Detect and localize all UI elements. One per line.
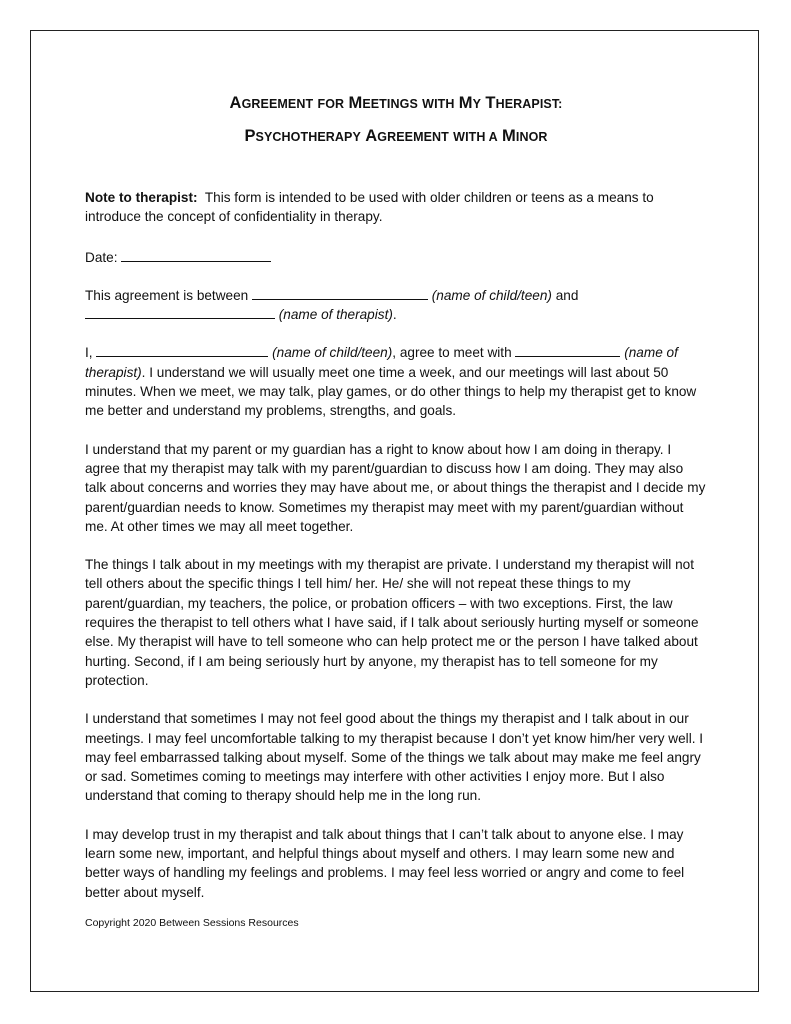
agree-i: I,: [85, 345, 93, 361]
title-word: SYCHOTHERAPY: [255, 130, 361, 144]
agree-meet-text: , agree to meet with: [392, 345, 512, 361]
agreement-to-meet: [85, 343, 707, 420]
title-word: FOR: [317, 97, 345, 111]
title-word: A: [365, 127, 378, 145]
paragraph-confidentiality: The things I talk about in my meetings with my therapist are private. I understand my therapist will not tell others about the specific things I tell him/ her. He/ she will not repeat these things to my parent/guardian, my teachers, the police, or probation officers – with two exceptions. First, the law requires the therapist to tell others what I have said, if I talk about seriously hurting myself or someone else. My therapist will have to tell someone who can help protect me or the person I have talked about hurting. Second, if I am being seriously hurt by anyone, my therapist has to tell someone for my protection.: [85, 557, 699, 688]
paragraph-feelings: I understand that sometimes I may not feel good about the things my therapist and I talk about in our meetings. I may feel uncomfortable talking to my therapist because I don’t yet know him/her very well. I may feel embarrassed talking about myself. Some of the things we talk about may make me feel angry or sad. Sometimes coming to meetings may interfere with other activities I enjoy more. But I also understand that coming to therapy should help me in the long run.: [85, 711, 704, 804]
child-name-hint: (name of child/teen): [431, 287, 552, 303]
therapist-name-blank-field-2[interactable]: [515, 344, 620, 357]
note-text: This form is intended to be used with older children or teens as a means to introduce the concept of confidentiality in therapy.: [85, 190, 654, 225]
title-line-2: [85, 123, 707, 150]
child-name-blank-field[interactable]: [252, 287, 428, 300]
title-word: Y: [472, 97, 482, 111]
title-word: WITH: [422, 97, 455, 111]
child-name-blank-field-2[interactable]: [96, 344, 268, 357]
title-word: EETINGS: [362, 97, 418, 111]
title-word: M: [348, 94, 363, 112]
between-text: This agreement is between: [85, 287, 249, 303]
agree-body-text: . I understand we will usually meet one time a week, and our meetings will last about 50 minutes. When we meet, we may talk, play games, or do other things to help my therapist get to know me better and understand my problems, strengths, and goals.: [85, 364, 697, 419]
date-label: Date:: [85, 249, 118, 265]
title-word: T: [485, 94, 496, 112]
title-word: HERAPIST:: [495, 97, 563, 111]
title-line-1: [85, 90, 707, 117]
title-word: M: [502, 127, 516, 145]
paragraph-trust: I may develop trust in my therapist and talk about things that I can’t talk about to anyone else. I may learn some new, important, and helpful things about myself and others. I may learn some new and better ways of handling my feelings and problems. I may feel less worried or angry and come to feel better about myself.: [85, 826, 685, 900]
note-to-therapist: [85, 188, 707, 227]
title-word: P: [244, 127, 256, 145]
document-title: [85, 90, 707, 150]
therapist-name-hint-2: (name of therapist): [85, 345, 678, 380]
date-line: [85, 248, 707, 267]
between-period: .: [392, 307, 397, 323]
title-word: M: [458, 94, 473, 112]
between-and: and: [555, 287, 579, 303]
title-word: INOR: [515, 130, 548, 144]
title-word: WITH A: [453, 130, 498, 144]
agreement-parties: [85, 286, 707, 325]
title-word: A: [229, 94, 242, 112]
document-body: [85, 90, 707, 902]
title-word: GREEMENT: [377, 130, 449, 144]
paragraph-parent-rights: I understand that my parent or my guardian has a right to know about how I am doing in therapy. I agree that my therapist may talk with my parent/guardian to discuss how I am doing. They may also talk about concerns and worries they may have about me, or about things the therapist and I decide my parent/guardian needs to know. Sometimes my therapist may meet with my parent/guardian without me. At other times we may all meet together.: [85, 441, 706, 534]
therapist-name-blank-field[interactable]: [85, 306, 275, 319]
child-name-hint-2: (name of child/teen): [272, 345, 393, 361]
therapist-name-hint: (name of therapist): [278, 307, 393, 323]
title-word: GREEMENT: [241, 97, 314, 111]
note-label: Note to therapist:: [85, 190, 198, 205]
date-blank-field[interactable]: [121, 249, 271, 262]
copyright-footer: Copyright 2020 Between Sessions Resources: [85, 917, 299, 929]
